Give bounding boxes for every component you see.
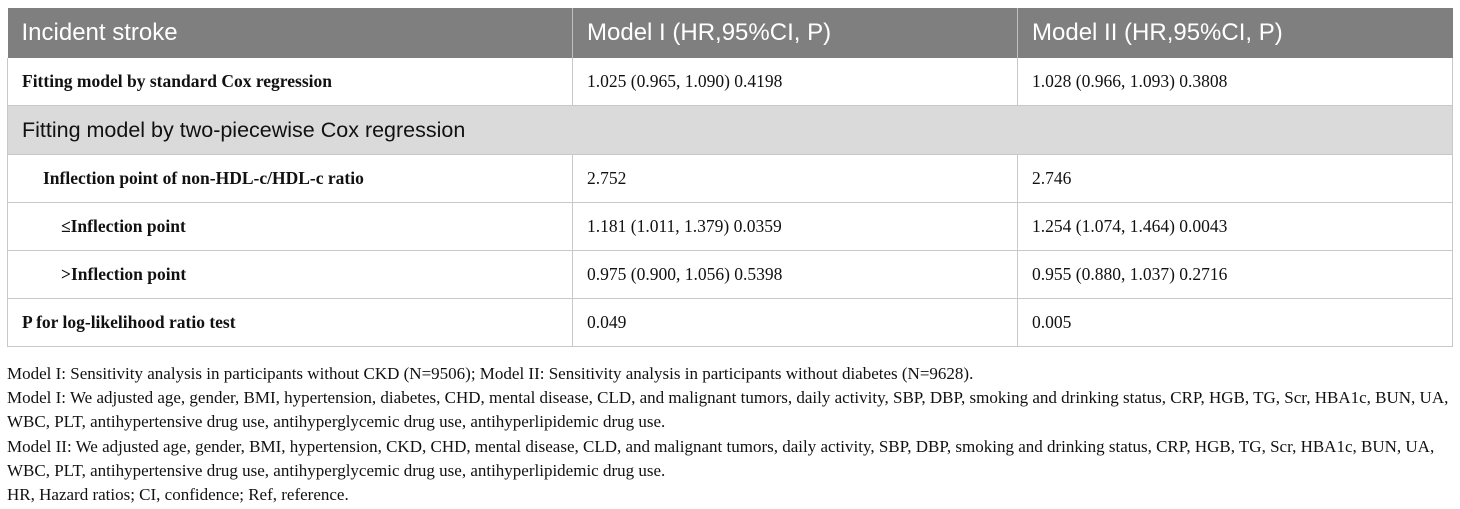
results-table-container — [7, 8, 1452, 347]
model-1-value: 1.181 (1.011, 1.379) 0.0359 — [573, 203, 1018, 251]
header-model-1: Model I (HR,95%CI, P) — [573, 8, 1018, 58]
row-label: P for log-likelihood ratio test — [8, 299, 573, 347]
row-label: Fitting model by standard Cox regression — [8, 58, 573, 106]
table-header — [8, 8, 1453, 58]
footnote-models: Model I: Sensitivity analysis in participants without CKD (N=9506); Model II: Sensitivity analysis in participants without diabetes (N=9628). — [7, 364, 974, 383]
header-model-2: Model II (HR,95%CI, P) — [1018, 8, 1453, 58]
header-incident-stroke: Incident stroke — [8, 8, 573, 58]
model-2-value: 0.005 — [1018, 299, 1453, 347]
header-row — [8, 8, 1453, 58]
section-label: Fitting model by two-piecewise Cox regression — [8, 106, 1453, 155]
table-footnotes — [7, 362, 1452, 507]
footnote-model-1-adjustments: Model I: We adjusted age, gender, BMI, hypertension, diabetes, CHD, mental disease, CLD, and malignant tumors, daily activity, SBP, DBP, smoking and drinking status, CRP, HGB, TG, Scr, HBA1c, BUN, UA, WBC, PLT, antihypertensive drug use, antihyperglycemic drug use, antihyperlipidemic drug use. — [7, 388, 1449, 432]
model-2-value: 1.028 (0.966, 1.093) 0.3808 — [1018, 58, 1453, 106]
model-2-value: 0.955 (0.880, 1.037) 0.2716 — [1018, 251, 1453, 299]
results-table — [7, 8, 1453, 347]
table-row-standard-cox — [8, 58, 1453, 106]
table-row-likelihood-test — [8, 299, 1453, 347]
model-1-value: 0.975 (0.900, 1.056) 0.5398 — [573, 251, 1018, 299]
model-2-value: 2.746 — [1018, 155, 1453, 203]
model-1-value: 0.049 — [573, 299, 1018, 347]
table-body — [8, 58, 1453, 347]
table-row-above-inflection — [8, 251, 1453, 299]
row-label: Inflection point of non-HDL-c/HDL-c ratio — [8, 155, 573, 203]
model-1-value: 1.025 (0.965, 1.090) 0.4198 — [573, 58, 1018, 106]
footnote-model-2-adjustments: Model II: We adjusted age, gender, BMI, hypertension, CKD, CHD, mental disease, CLD, and malignant tumors, daily activity, SBP, DBP, smoking and drinking status, CRP, HGB, TG, Scr, HBA1c, BUN, UA, WBC, PLT, antihypertensive drug use, antihyperglycemic drug use, antihyperlipidemic drug use. — [7, 436, 1435, 480]
model-1-value: 2.752 — [573, 155, 1018, 203]
table-section-two-piecewise — [8, 106, 1453, 155]
row-label: >Inflection point — [8, 251, 573, 299]
row-label: ≤Inflection point — [8, 203, 573, 251]
model-2-value: 1.254 (1.074, 1.464) 0.0043 — [1018, 203, 1453, 251]
footnote-abbreviations: HR, Hazard ratios; CI, confidence; Ref, reference. — [7, 485, 349, 505]
table-row-below-inflection — [8, 203, 1453, 251]
table-row-inflection-point — [8, 155, 1453, 203]
